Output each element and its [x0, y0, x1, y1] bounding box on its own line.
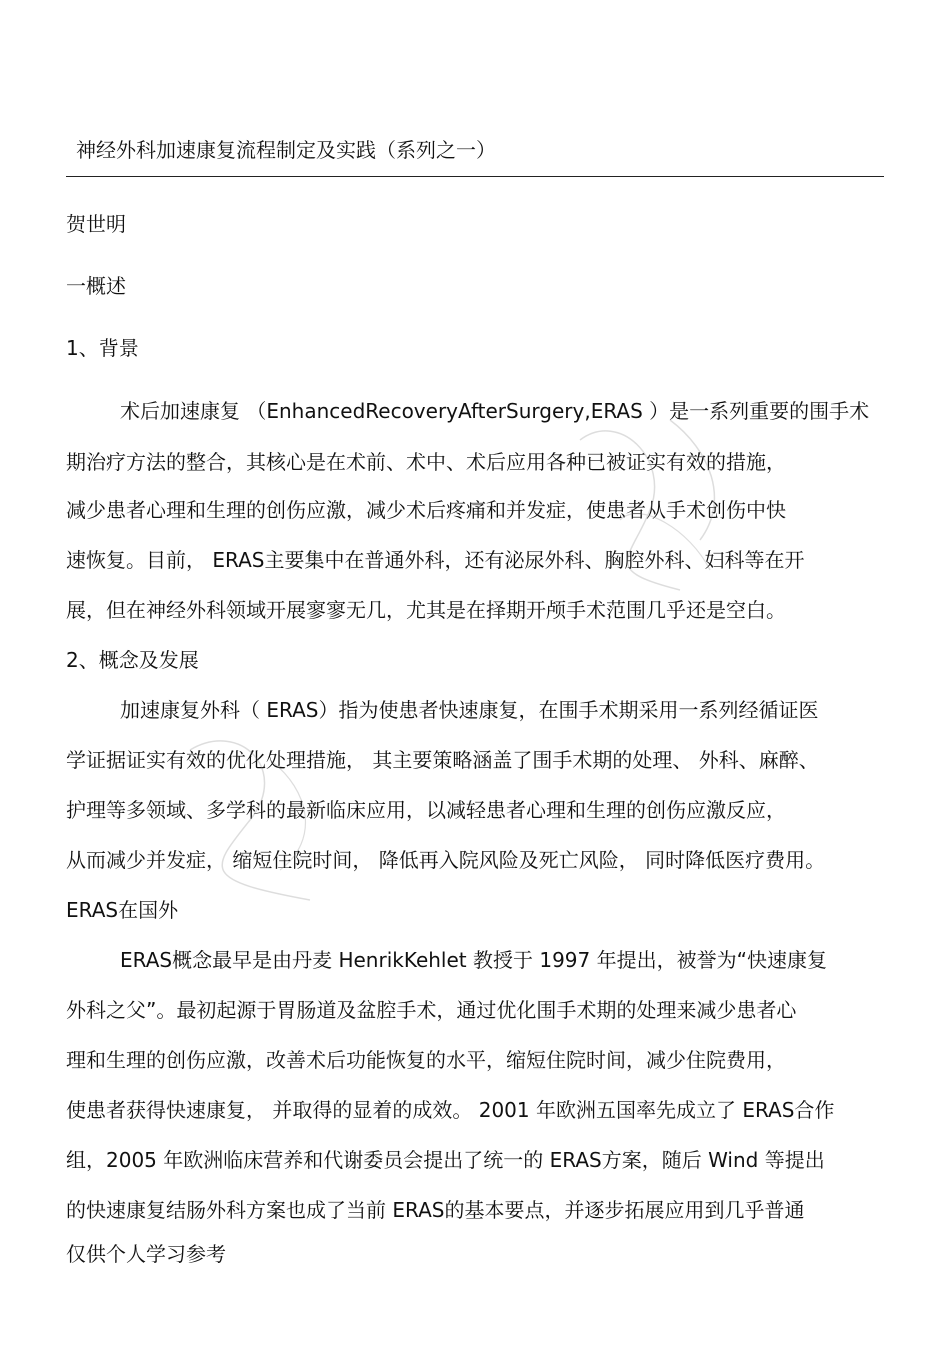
paragraph1-line3: 减少患者心理和生理的创伤应激，减少术后疼痛和并发症，使患者从手术创伤中快	[66, 498, 786, 522]
watermark-scribble	[560, 400, 760, 620]
paragraph1-line1: 术后加速康复 （EnhancedRecoveryAfterSurgery,ERAS ）是一系列重要的围手术	[120, 399, 870, 423]
title-divider	[66, 176, 884, 177]
document-title: 神经外科加速康复流程制定及实践（系列之一）	[76, 138, 496, 162]
paragraph2-line2: 学证据证实有效的优化处理措施， 其主要策略涵盖了围手术期的处理、 外科、麻醉、	[66, 748, 819, 772]
paragraph3-line2: 外科之父”。最初起源于胃肠道及盆腔手术，通过优化围手术期的处理来减少患者心	[66, 998, 797, 1022]
subsection-heading-concept: 2、概念及发展	[66, 648, 199, 672]
author-name: 贺世明	[66, 212, 126, 236]
paragraph2-line4: 从而减少并发症， 缩短住院时间， 降低再入院风险及死亡风险， 同时降低医疗费用。	[66, 848, 826, 872]
paragraph2-line5: ERAS在国外	[66, 898, 179, 922]
paragraph3-line3: 理和生理的创伤应激，改善术后功能恢复的水平，缩短住院时间，减少住院费用，	[66, 1048, 786, 1072]
paragraph3-line5: 组，2005 年欧洲临床营养和代谢委员会提出了统一的 ERAS方案，随后 Wind 等提出	[66, 1148, 825, 1172]
paragraph3-line6: 的快速康复结肠外科方案也成了当前 ERAS的基本要点，并逐步拓展应用到几乎普通	[66, 1198, 805, 1222]
paragraph2-line3: 护理等多领域、多学科的最新临床应用，以减轻患者心理和生理的创伤应激反应，	[66, 798, 786, 822]
paragraph3-line1: ERAS概念最早是由丹麦 HenrikKehlet 教授于 1997 年提出，被誉为“快速康复	[120, 948, 827, 972]
subsection-heading-background: 1、背景	[66, 336, 139, 360]
paragraph1-line5: 展，但在神经外科领域开展寥寥无几，尤其是在择期开颅手术范围几乎还是空白。	[66, 598, 786, 622]
section-heading-overview: 一概述	[66, 274, 126, 298]
footer-note: 仅供个人学习参考	[66, 1242, 226, 1266]
paragraph1-line4: 速恢复。目前， ERAS主要集中在普通外科，还有泌尿外科、胸腔外科、妇科等在开	[66, 548, 805, 572]
paragraph1-line2: 期治疗方法的整合，其核心是在术前、术中、术后应用各种已被证实有效的措施，	[66, 450, 786, 474]
watermark-scribble	[170, 720, 350, 920]
paragraph3-line4: 使患者获得快速康复， 并取得的显着的成效。 2001 年欧洲五国率先成立了 ERAS合作	[66, 1098, 835, 1122]
paragraph2-line1: 加速康复外科（ ERAS）指为使患者快速康复，在围手术期采用一系列经循证医	[120, 698, 819, 722]
